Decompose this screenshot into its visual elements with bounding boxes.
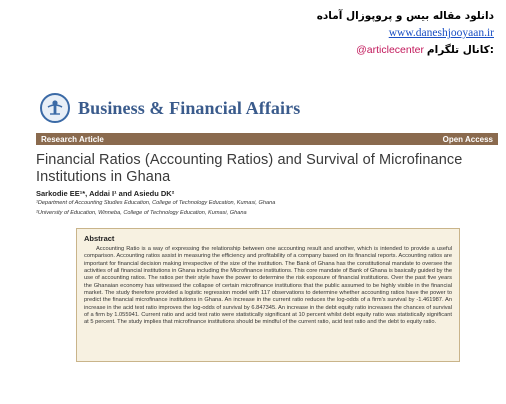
article-type-label: Research Article <box>41 134 104 144</box>
affiliation-1: ¹Department of Accounting Studies Education, College of Technology Education, Kumasi, Ghana <box>36 200 276 206</box>
article-authors: Sarkodie EE¹*, Addai I¹ and Asiedu DK² <box>36 189 175 198</box>
journal-logo-icon <box>40 93 70 123</box>
telegram-channel <box>234 44 494 57</box>
abstract-text: Accounting Ratio is a way of expressing the relationship between one accounting result and another, which is intended to provide a useful comparison. Accounting ratios assist in measuring the efficiency and profitability of a company based on its financial reports. Accounting ratios are important for financial decision making irrespective of the size of the institution. The Bank of Ghana has the constitutional mandate to oversee the activities of all financial institutions in Ghana including the Microfinance institutions. This core mandate of Bank of Ghana is basically guided by the use of accounting ratios. The ratios per their style have the power to determine the risk exposure of financial institutions. Over the past five years the Ghanaian economy has witnessed the collapse of certain microfinance institutions that the public assumed to be highly visible in the financial market. The study therefore provided a logistic regression model with 117 observations to determine whether accounting ratios have the power to predict the financial microfinance institutions in Ghana. An increase in the current ratio reduces the log-odds of a firm's survival by -1.461987. An increase in the acid test ratio improves the log-odds of survival by 6.847345. An increase in the debt equity ratio increases the chances of survival of a firm by 1.055941. Current ratio and acid test ratio were statistically significant at 10 percent whilst debt equity ratio was statistically significant at 5 percent. The study implies that microfinance institutions should be mindful of the current ratio, acid test ratio and the debt to equity ratio. <box>84 246 452 326</box>
article-type-bar <box>36 133 498 145</box>
channel-label: کانال تلگرام: <box>426 43 494 56</box>
journal-name: Business & Financial Affairs <box>78 97 301 118</box>
promo-banner <box>234 10 494 57</box>
article-title: Financial Ratios (Accounting Ratios) and Survival of Microfinance Institutions in Ghana <box>36 152 463 185</box>
open-access-label: Open Access <box>442 134 493 144</box>
promo-text: دانلود مقاله بیس و پروپوزال آماده <box>316 10 494 22</box>
affiliation-2: ²University of Education, Winneba, College of Technology Education, Kumasi, Ghana <box>36 210 247 216</box>
promo-url-link[interactable]: www.daneshjooyaan.ir <box>388 27 494 40</box>
abstract-heading: Abstract <box>84 234 115 243</box>
channel-handle-link[interactable]: @articlecenter <box>356 43 424 56</box>
abstract-box <box>76 228 460 362</box>
journal-header <box>40 90 300 126</box>
